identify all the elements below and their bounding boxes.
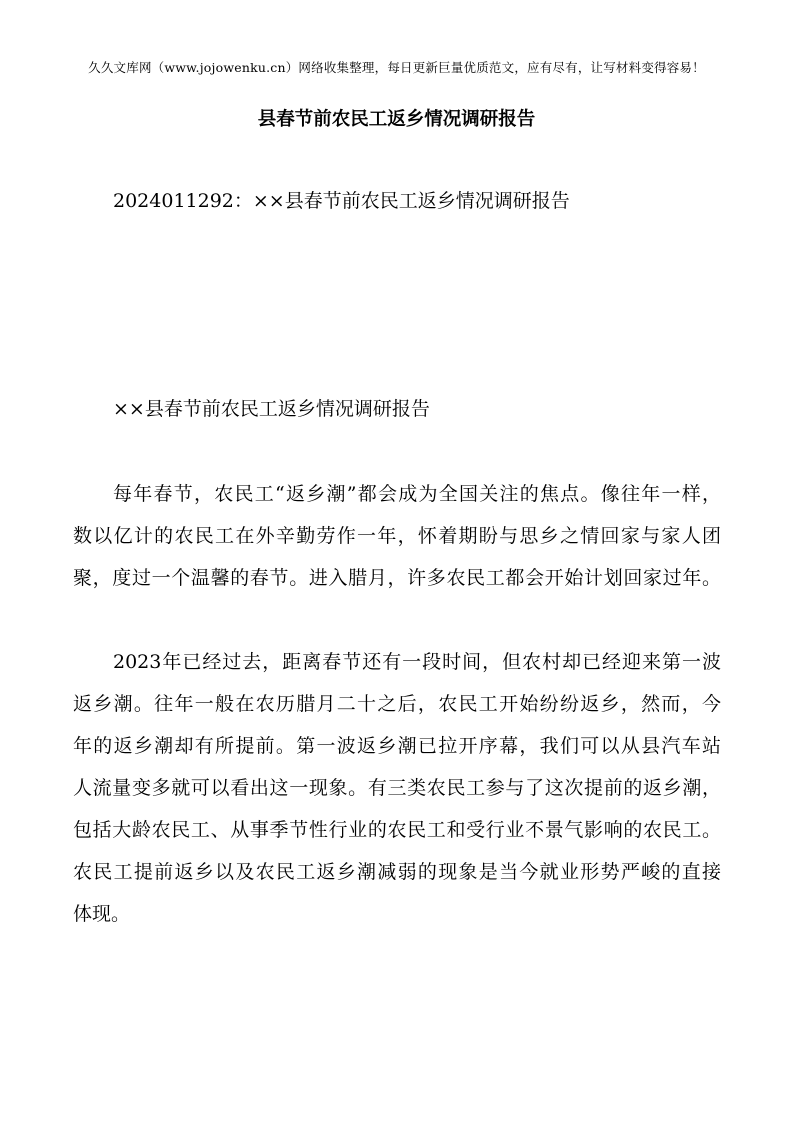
paragraph-line: 农民工提前返乡以及农民工返乡潮减弱的现象是当今就业形势严峻的直接 (73, 861, 721, 883)
document-subtitle: ××县春节前农民工返乡情况调研报告 (113, 398, 430, 420)
paragraph-line: 数以亿计的农民工在外辛勤劳作一年，怀着期盼与思乡之情回家与家人团 (73, 525, 721, 547)
paragraph-line: 人流量变多就可以看出这一现象。有三类农民工参与了这次提前的返乡潮， (73, 777, 721, 799)
paragraph-line: 包括大龄农民工、从事季节性行业的农民工和受行业不景气影响的农民工。 (73, 819, 721, 841)
paragraph-line: 体现。 (73, 903, 131, 925)
paragraph-line: 聚，度过一个温馨的春节。进入腊月，许多农民工都会开始计划回家过年。 (73, 567, 721, 589)
paragraph-line: 返乡潮。往年一般在农历腊月二十之后，农民工开始纷纷返乡，然而，今 (73, 693, 721, 715)
paragraph-line: 2023年已经过去，距离春节还有一段时间，但农村却已经迎来第一波 (113, 651, 721, 673)
document-title: 县春节前农民工返乡情况调研报告 (257, 109, 536, 130)
paragraph-line: 每年春节，农民工“返乡潮”都会成为全国关注的焦点。像往年一样， (113, 483, 721, 505)
site-header-text: 久久文库网（www.jojowenku.cn）网络收集整理，每日更新巨量优质范文，应有尽有，让写材料变得容易！ (88, 60, 705, 75)
reference-line: 2024011292：××县春节前农民工返乡情况调研报告 (113, 190, 570, 212)
paragraph-line: 年的返乡潮却有所提前。第一波返乡潮已拉开序幕，我们可以从县汽车站 (73, 735, 721, 757)
